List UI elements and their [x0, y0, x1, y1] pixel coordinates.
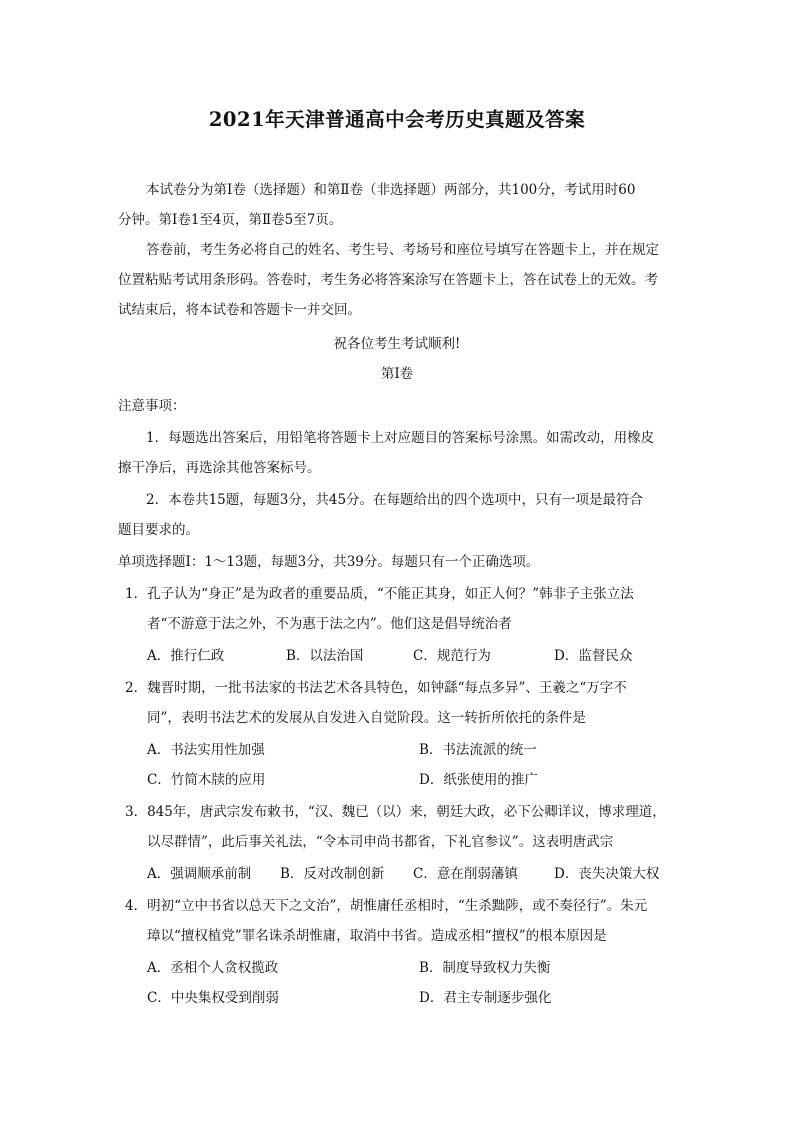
intro-para2-line2: 位置粘贴考试用条形码。答卷时，考生务必将答案涂写在答题卡上，答在试卷上的无效。考 [118, 272, 658, 288]
intro-para2-line3: 试结束后，将本试卷和答题卡一并交回。 [118, 302, 361, 318]
q2-option-a: A．书法实用性加强 [147, 742, 265, 758]
q3-stem-line1: 3．845年，唐武宗发布敕书，“汉、魏已（以）来，朝廷大政，必下公卿详议，博求理道， [125, 804, 666, 820]
q4-option-d: D．君主专制逐步强化 [419, 990, 552, 1006]
intro-para1-line1: 本试卷分为第Ⅰ卷（选择题）和第Ⅱ卷（非选择题）两部分，共100分，考试用时60 [146, 182, 636, 198]
q4-option-a: A．丞相个人贪权揽政 [147, 960, 279, 976]
q4-option-b: B．制度导致权力失衡 [419, 960, 551, 976]
q1-option-d: D．监督民众 [554, 648, 633, 664]
intro-para1-line2: 分钟。第Ⅰ卷1至4页，第Ⅱ卷5至7页。 [118, 212, 343, 228]
note1-line1: 1．每题选出答案后，用铅笔将答题卡上对应题目的答案标号涂黑。如需改动，用橡皮 [146, 430, 655, 446]
q4-stem-line1: 4．明初“立中书省以总天下之文治”，胡惟庸任丞相时，“生杀黜陟，或不奏径行”。朱元 [125, 898, 648, 914]
note1-line2: 擦干净后，再选涂其他答案标号。 [118, 460, 321, 476]
q3-option-b: B．反对改制创新 [280, 866, 385, 882]
volume-heading: 第Ⅰ卷 [380, 366, 414, 382]
note2-line2: 题目要求的。 [118, 522, 199, 538]
q1-stem-line2: 者“不游意于法之外，不为惠于法之内”。他们这是倡导统治者 [147, 616, 512, 632]
q2-stem-line2: 同”，表明书法艺术的发展从自发进入自觉阶段。这一转折所依托的条件是 [147, 710, 586, 726]
q2-option-c: C．竹简木牍的应用 [147, 772, 266, 788]
q2-option-d: D．纸张使用的推广 [419, 772, 538, 788]
q3-option-a: A．强调顺承前制 [147, 866, 252, 882]
q3-option-c: C．意在削弱藩镇 [413, 866, 518, 882]
q4-option-c: C．中央集权受到削弱 [147, 990, 279, 1006]
q1-stem-line1: 1．孔子认为“身正”是为政者的重要品质，“不能正其身，如正人何？”韩非子主张立法 [125, 586, 634, 602]
q2-stem-line1: 2．魏晋时期，一批书法家的书法艺术各具特色，如钟繇“每点多异”、王羲之“万字不 [125, 680, 627, 696]
q4-stem-line2: 璋以“擅权植党”罪名诛杀胡惟庸，取消中书省。造成丞相“擅权”的根本原因是 [147, 928, 607, 944]
note2-line1: 2．本卷共15题，每题3分，共45分。在每题给出的四个选项中，只有一项是最符合 [146, 492, 644, 508]
intro-para2-line1: 答卷前，考生务必将自己的姓名、考生号、考场号和座位号填写在答题卡上，并在规定 [146, 242, 659, 258]
q1-option-b: B．以法治国 [286, 648, 364, 664]
q3-stem-line2: 以尽群情”，此后事关礼法，“令本司申尚书都省，下礼官参议”。这表明唐武宗 [147, 834, 614, 850]
q1-option-a: A．推行仁政 [147, 648, 225, 664]
section-heading: 单项选择题Ⅰ：1～13题，每题3分，共39分。每题只有一个正确选项。 [118, 554, 540, 570]
wish-text: 祝各位考生考试顺利! [333, 336, 461, 352]
q1-option-c: C．规范行为 [413, 648, 491, 664]
q2-option-b: B．书法流派的统一 [419, 742, 537, 758]
page-title: 2021年天津普通高中会考历史真题及答案 [208, 108, 586, 131]
notes-heading: 注意事项： [118, 398, 186, 414]
q3-option-d: D．丧失决策大权 [554, 866, 660, 882]
